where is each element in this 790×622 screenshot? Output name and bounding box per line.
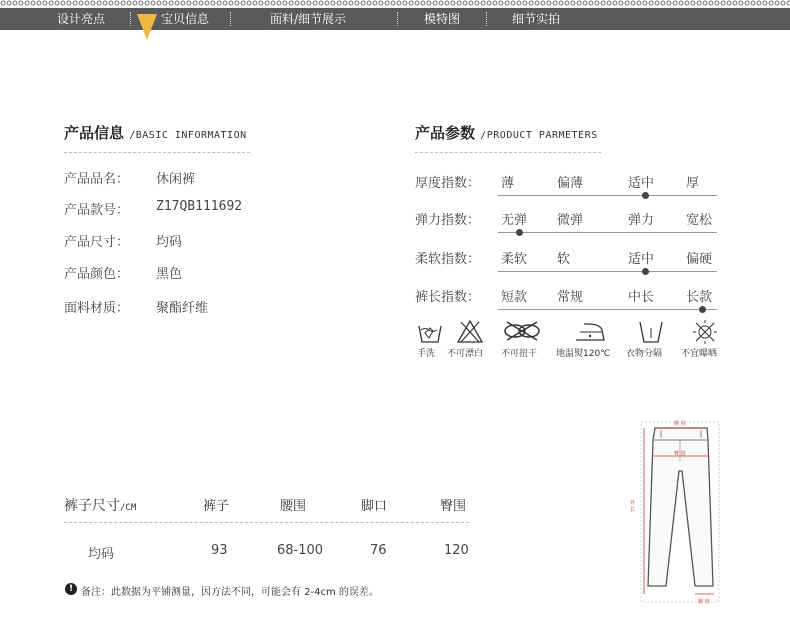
param-scale-line xyxy=(498,271,717,272)
nav-separator xyxy=(130,12,131,26)
nav-separator xyxy=(397,12,398,26)
diagram-label-hip: 臀 围 xyxy=(674,451,686,457)
active-tab-marker-icon xyxy=(137,14,157,40)
param-option: 软 xyxy=(557,252,571,267)
iron-low-icon xyxy=(572,318,602,346)
product-params-subtitle: /PRODUCT PARMETERS xyxy=(480,130,598,141)
tab-design-highlights[interactable]: 设计亮点 xyxy=(57,12,106,26)
param-option: 中长 xyxy=(628,290,655,305)
param-option: 适中 xyxy=(628,176,655,191)
param-option: 柔软 xyxy=(501,252,528,267)
divider xyxy=(415,152,601,153)
diagram-label-waist: 腰 围 xyxy=(674,421,686,427)
param-option: 宽松 xyxy=(686,213,713,228)
nav-bar xyxy=(0,8,790,30)
care-label-no-sun: 不宜曝晒 xyxy=(681,349,718,359)
param-indicator-dot xyxy=(699,306,706,313)
param-option: 偏硬 xyxy=(686,252,713,267)
size-cell-hem: 76 xyxy=(370,543,387,558)
info-label-style-no: 产品款号： xyxy=(64,203,130,218)
param-option: 偏薄 xyxy=(557,176,584,191)
care-label-iron: 地温熨120℃ xyxy=(556,349,611,359)
measurement-note: 备注：此数据为平铺测量，因方法不同，可能会有 2-4cm 的误差。 xyxy=(81,587,379,598)
param-indicator-dot xyxy=(642,268,649,275)
param-label: 厚度指数： xyxy=(415,176,481,191)
diagram-label-hem: 脚 围 xyxy=(698,599,710,605)
param-option: 常规 xyxy=(557,290,584,305)
tab-model-photos[interactable]: 模特图 xyxy=(424,12,461,26)
product-info-subtitle: /BASIC INFORMATION xyxy=(129,130,247,141)
no-bleach-icon xyxy=(455,318,485,346)
product-params-heading xyxy=(415,122,598,143)
size-table-title: 裤子尺寸/CM xyxy=(64,498,137,514)
size-header-pants: 裤子 xyxy=(203,499,230,514)
param-scale-line xyxy=(498,195,717,196)
product-info-title: 产品信息 xyxy=(64,124,125,142)
info-value-size: 均码 xyxy=(156,235,183,250)
divider xyxy=(64,152,250,153)
separate-wash-icon xyxy=(636,318,666,346)
tab-fabric-details[interactable]: 面料/细节展示 xyxy=(270,12,347,26)
param-scale-line xyxy=(498,309,717,310)
care-label-separate: 衣物分隔 xyxy=(626,349,663,359)
info-value-color: 黑色 xyxy=(156,267,183,282)
divider xyxy=(64,522,469,523)
size-cell-pants: 93 xyxy=(211,543,228,558)
no-sun-dry-icon xyxy=(690,318,720,346)
param-label: 裤长指数： xyxy=(415,290,481,305)
param-option: 薄 xyxy=(501,176,515,191)
warning-icon: ! xyxy=(65,583,77,595)
size-header-hem: 脚口 xyxy=(361,499,388,514)
info-value-material: 聚酯纤维 xyxy=(156,301,209,316)
info-label-material: 面料材质： xyxy=(64,301,130,316)
info-label-color: 产品颜色： xyxy=(64,267,130,282)
param-option: 长款 xyxy=(686,290,713,305)
param-label: 柔软指数： xyxy=(415,252,481,267)
param-scale-line xyxy=(498,232,717,233)
param-indicator-dot xyxy=(642,192,649,199)
top-navigation xyxy=(0,0,790,30)
size-header-waist: 腰围 xyxy=(280,499,307,514)
param-indicator-dot xyxy=(516,229,523,236)
param-option: 弹力 xyxy=(628,213,655,228)
param-option: 微弹 xyxy=(557,213,584,228)
info-label-size: 产品尺寸： xyxy=(64,235,130,250)
param-option: 无弹 xyxy=(501,213,528,228)
pants-measurement-diagram xyxy=(628,416,732,612)
info-value-style-no: Z17QB111692 xyxy=(156,199,243,214)
care-label-no-wring: 不可扭干 xyxy=(501,349,538,359)
param-option: 短款 xyxy=(501,290,528,305)
param-label: 弹力指数： xyxy=(415,213,481,228)
no-wring-icon xyxy=(502,318,532,346)
size-header-hip: 臀围 xyxy=(440,499,467,514)
tab-product-info[interactable]: 宝贝信息 xyxy=(161,12,210,26)
size-cell-waist: 68-100 xyxy=(277,543,324,558)
nav-separator xyxy=(486,12,487,26)
param-option: 适中 xyxy=(628,252,655,267)
info-value-name: 休闲裤 xyxy=(156,172,196,187)
tab-detail-shots[interactable]: 细节实拍 xyxy=(512,12,561,26)
diagram-label-length: 外 长 xyxy=(630,500,636,513)
care-label-hand-wash: 手洗 xyxy=(417,349,436,359)
param-option: 厚 xyxy=(686,176,700,191)
decorative-chain-border xyxy=(0,0,790,6)
product-params-title: 产品参数 xyxy=(415,124,476,142)
nav-separator xyxy=(230,12,231,26)
hand-wash-icon xyxy=(416,318,446,346)
size-row-name: 均码 xyxy=(88,547,115,562)
product-info-heading xyxy=(64,122,247,143)
info-label-name: 产品品名： xyxy=(64,172,130,187)
size-cell-hip: 120 xyxy=(444,543,469,558)
care-label-no-bleach: 不可漂白 xyxy=(447,349,484,359)
